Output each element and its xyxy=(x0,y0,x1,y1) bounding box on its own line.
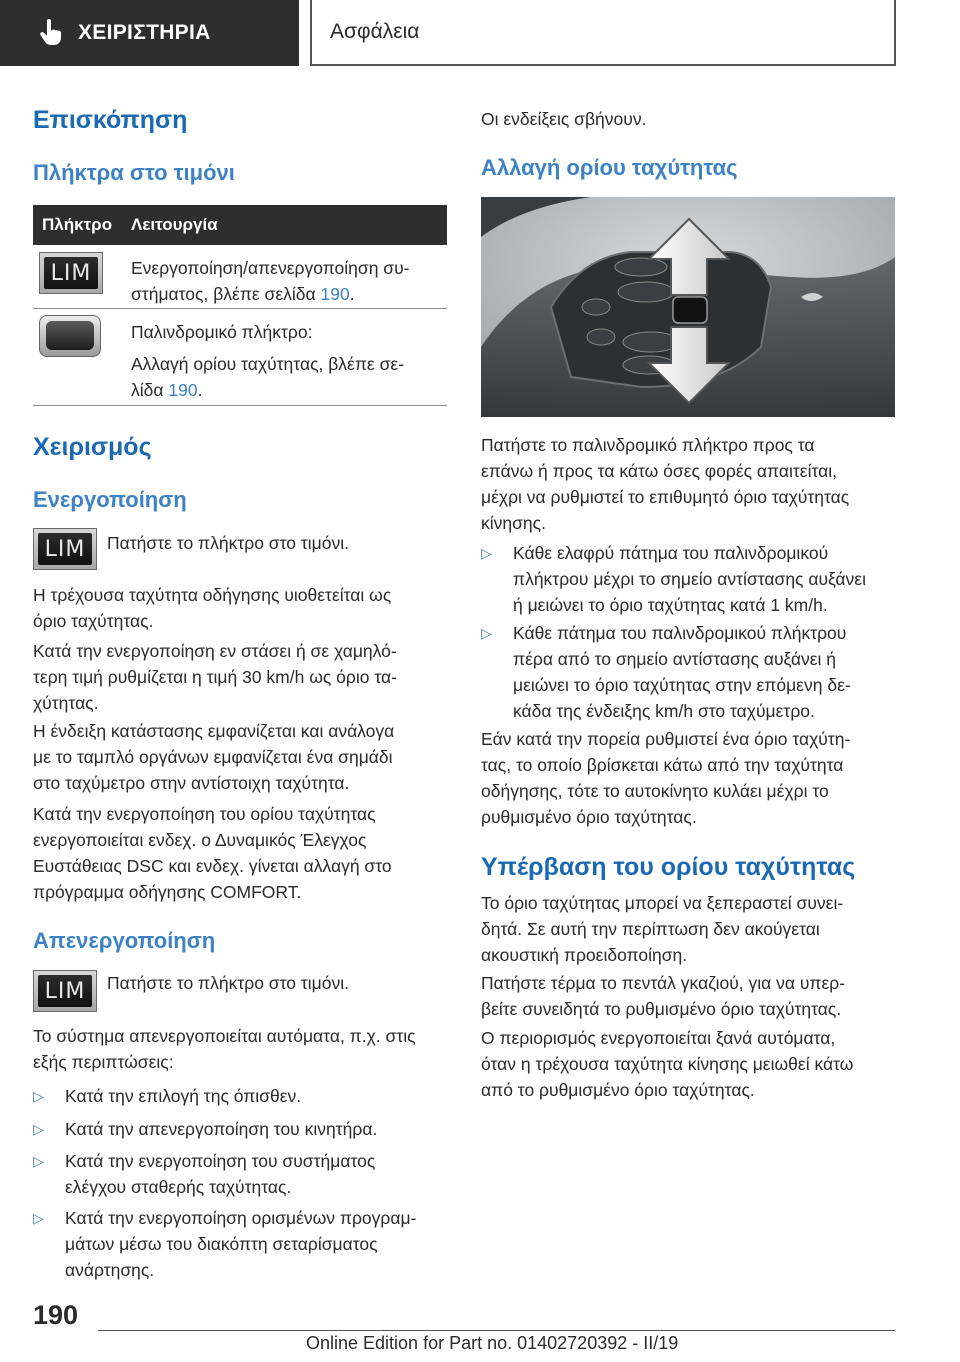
table-divider xyxy=(33,308,447,309)
list-item: ▷ Κατά την ενεργοποίηση του συστήματος ελέγχου σταθερής ταχύτητας. xyxy=(33,1148,447,1200)
bullet-triangle-icon: ▷ xyxy=(33,1121,44,1137)
bullet-triangle-icon: ▷ xyxy=(33,1153,44,1169)
list-item: ▷ Κατά την ενεργοποίηση ορισμένων προγραμ- μάτων μέσω του διακόπτη σεταρίσματος ανάρτησης. xyxy=(33,1205,447,1283)
lim-button-label: LIM xyxy=(50,260,92,286)
exceed-paragraph-3: Ο περιορισμός ενεργοποιείται ξανά αυτόματα, όταν η τρέχουσα ταχύτητα κίνησης μειωθεί κάτω από το ρυθμισμένο όριο ταχύτητας. xyxy=(481,1028,854,1100)
table-row1-text xyxy=(131,255,410,307)
table-row1-line2: στήματος, βλέπε σελίδα 190. xyxy=(131,284,355,304)
activation-press-text: Πατήστε το πλήκτρο στο τιμόνι. xyxy=(107,533,349,553)
table-row2-line2: Αλλαγή ορίου ταχύτητας, βλέπε σε- xyxy=(131,354,405,374)
lim-button-label: LIM xyxy=(44,536,86,562)
table-header xyxy=(33,205,447,245)
list-item: ▷ Κατά την απενεργοποίηση του κινητήρα. xyxy=(33,1116,447,1142)
activation-paragraph-3: Η ένδειξη κατάστασης εμφανίζεται και ανάλογα με το ταμπλό οργάνων εμφανίζεται ένα σημάδι στο ταχύμετρο στην αντίστοιχη ταχύτητα. xyxy=(33,721,395,793)
footer-divider xyxy=(98,1330,895,1331)
exceed-limit-heading: Υπέρβαση του ορίου ταχύτητας xyxy=(481,853,856,881)
activation-paragraph-4: Κατά την ενεργοποίηση του ορίου ταχύτητας ενεργοποιείται ενδεχ. ο Δυναμικός Έλεγχος Ευστάθειας DSC και ενδεχ. γίνεται αλλαγή στο πρόγραμμα οδήγησης COMFORT. xyxy=(33,804,392,902)
list-item: ▷ Κάθε ελαφρύ πάτημα του παλινδρομικού πλήκτρου μέχρι το σημείο αντίστασης αυξάνει ή μειώνει το όριο ταχύτητας κατά 1 km/h. xyxy=(481,540,895,618)
overview-heading: Επισκόπηση xyxy=(33,106,188,134)
table-row2-line1: Παλινδρομικό πλήκτρο: xyxy=(131,322,313,342)
page-link-190[interactable]: 190 xyxy=(168,380,198,400)
change-paragraph-1: Πατήστε το παλινδρομικό πλήκτρο προς τα επάνω ή προς τα κάτω όσες φορές απαιτείται, μέχρι να ρυθμιστεί το επιθυμητό όριο ταχύτητας κίνησης. xyxy=(481,435,850,533)
chapter-box xyxy=(310,0,896,66)
change-paragraph-2: Εάν κατά την πορεία ρυθμιστεί ένα όριο ταχύτη- τας, το οποίο βρίσκεται κάτω από την ταχύτητα οδήγησης, τότε το αυτοκίνητο κυλάει μέχρι το ρυθμισμένο όριο ταχύτητας. xyxy=(481,729,851,827)
list-item: ▷ Κατά την επιλογή της όπισθεν. xyxy=(33,1083,447,1109)
page-link-190[interactable]: 190 xyxy=(320,284,350,304)
bullet-triangle-icon: ▷ xyxy=(481,545,492,561)
bullet-triangle-icon: ▷ xyxy=(481,625,492,641)
table-col-key: Πλήκτρο xyxy=(42,215,113,234)
operation-heading: Χειρισμός xyxy=(33,433,152,461)
activation-heading: Ενεργοποίηση xyxy=(33,487,187,512)
activation-paragraph-2: Κατά την ενεργοποίηση εν στάσει ή σε χαμηλό- τερη τιμή ρυθμίζεται η τιμή 30 km/h ως όριο τα- χύτητας. xyxy=(33,641,397,713)
table-col-function: Λειτουργία xyxy=(131,215,218,234)
table-bottom-line xyxy=(33,405,447,406)
page-number: 190 xyxy=(33,1300,79,1330)
exceed-paragraph-2: Πατήστε τέρμα το πεντάλ γκαζιού, για να υπερ- βείτε συνειδητά το ρυθμισμένο όριο ταχύτητας. xyxy=(481,973,846,1019)
lim-button-image xyxy=(33,528,97,570)
chapter-title: Ασφάλεια xyxy=(330,20,420,43)
bullet-triangle-icon: ▷ xyxy=(33,1088,44,1104)
section-title: ΧΕΙΡΙΣΤΗΡΙΑ xyxy=(78,21,211,44)
change-limit-heading: Αλλαγή ορίου ταχύτητας xyxy=(481,155,738,180)
lim-button-image xyxy=(33,970,97,1012)
table-row2-line3: λίδα 190. xyxy=(131,380,203,400)
lim-button-label: LIM xyxy=(44,978,86,1004)
table-row2-text xyxy=(131,351,404,403)
edition-footer: Online Edition for Part no. 01402720392 - II/19 xyxy=(306,1333,679,1353)
steering-wheel-photo xyxy=(481,197,895,417)
indicators-off-text: Οι ενδείξεις σβήνουν. xyxy=(481,109,647,129)
table-row1-line1: Ενεργοποίηση/απενεργοποίηση συ- xyxy=(131,258,410,278)
hand-pointer-icon xyxy=(38,19,64,47)
buttons-heading: Πλήκτρα στο τιμόνι xyxy=(33,160,235,185)
deactivation-heading: Απενεργοποίηση xyxy=(33,928,216,953)
deactivation-press-text: Πατήστε το πλήκτρο στο τιμόνι. xyxy=(107,973,349,993)
list-item: ▷ Κάθε πάτημα του παλινδρομικού πλήκτρου πέρα από το σημείο αντίστασης αυξάνει ή μειώνει το όριο ταχύτητας στην επόμενη δε- κάδα της ένδειξης km/h στο ταχύμετρο. xyxy=(481,620,895,724)
section-tab xyxy=(0,0,299,66)
bullet-triangle-icon: ▷ xyxy=(33,1210,44,1226)
exceed-paragraph-1: Το όριο ταχύτητας μπορεί να ξεπεραστεί συνει- δητά. Σε αυτή την περίπτωση δεν ακούγεται ακουστική προειδοποίηση. xyxy=(481,893,844,965)
activation-paragraph-1: Η τρέχουσα ταχύτητα οδήγησης υιοθετείται ως όριο ταχύτητας. xyxy=(33,585,392,631)
rocker-switch-image xyxy=(39,315,101,357)
lim-button-image xyxy=(39,252,103,294)
deactivation-paragraph: Το σύστημα απενεργοποιείται αυτόματα, π.χ. στις εξής περιπτώσεις: xyxy=(33,1026,416,1072)
